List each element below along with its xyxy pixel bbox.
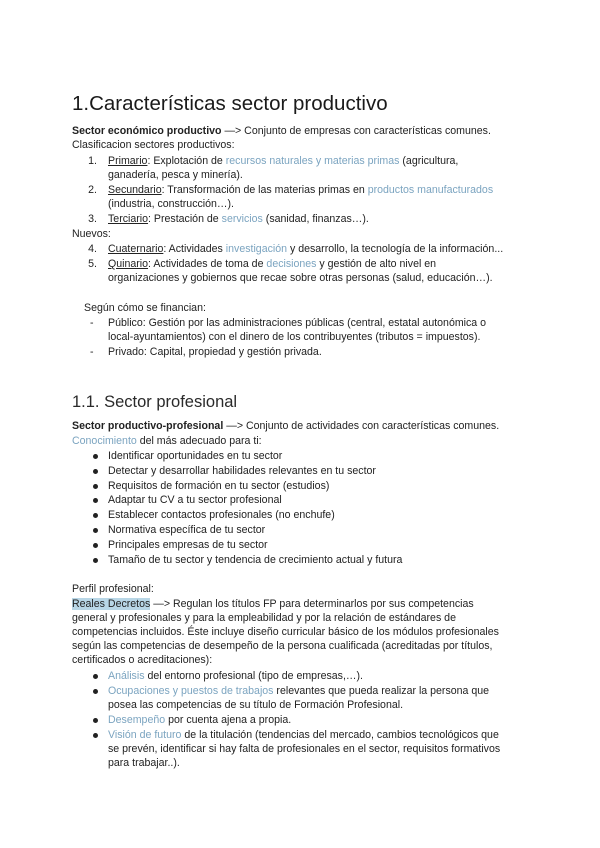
financing-intro: Según cómo se financian:: [84, 302, 206, 314]
list-number: 1.: [88, 155, 97, 167]
sub-bullet-item: Ocupaciones y puestos de trabajos relevantes que pueda realizar la persona que: [108, 685, 490, 697]
list-item: Quinario: Actividades de toma de decisiones y gestión de alto nivel en: [108, 258, 437, 270]
definition-term: Sector económico productivo: [72, 125, 222, 137]
bullet-dot: [93, 454, 98, 459]
bullet-item: Adaptar tu CV a tu sector profesional: [108, 494, 282, 506]
sub-bullet-item: Desempeño por cuenta ajena a propia.: [108, 714, 292, 726]
bullet-item: Normativa específica de tu sector: [108, 524, 266, 536]
list-item-continuation: organizaciones y gobiernos que recae sobre otras personas (salud, educación…).: [108, 272, 493, 284]
sub-bullet-continuation: para trabajar..).: [108, 757, 180, 769]
bullet-dot: [93, 484, 98, 489]
paragraph-line: certificados o acreditaciones):: [72, 654, 213, 666]
list-number: 3.: [88, 213, 97, 225]
list-item: Secundario: Transformación de las materias primas en productos manufacturados: [108, 184, 494, 196]
list-item: Primario: Explotación de recursos naturales y materias primas (agricultura,: [108, 155, 459, 167]
financing-item: Privado: Capital, propiedad y gestión privada.: [108, 346, 322, 358]
financing-item: Público: Gestión por las administraciones públicas (central, estatal autonómica o: [108, 317, 487, 329]
knowledge-line: Conocimiento del más adecuado para ti:: [72, 435, 262, 447]
nuevos-label: Nuevos:: [72, 228, 111, 240]
list-item: Cuaternario: Actividades investigación y desarrollo, la tecnología de la información...: [108, 243, 504, 255]
sub-bullet-continuation: posea las competencias de su título de Formación Profesional.: [108, 699, 404, 711]
list-number: 5.: [88, 258, 97, 270]
paragraph-line: general y profesionales y para la empleabilidad y por la relación de estándares de: [72, 612, 456, 624]
paragraph-line: según las competencias de desempeño de la persona cualificada (acreditadas por títulos,: [72, 640, 493, 652]
bullet-dot: [93, 543, 98, 548]
sub-bullet-continuation: se prevén, identificar si hay falta de profesionales en el sector, requisitos formativos: [108, 743, 501, 755]
list-item-continuation: ganadería, pesca y minería).: [108, 169, 243, 181]
bullet-dot: [93, 718, 98, 723]
bullet-item: Detectar y desarrollar habilidades relevantes en tu sector: [108, 465, 376, 477]
bullet-dot: [93, 513, 98, 518]
list-number: 4.: [88, 243, 97, 255]
subsection-title: 1.1. Sector profesional: [72, 393, 238, 411]
dash-bullet: -: [90, 317, 94, 329]
bullet-item: Tamaño de tu sector y tendencia de crecimiento actual y futura: [108, 554, 403, 566]
bullet-dot: [93, 528, 98, 533]
bullet-item: Establecer contactos profesionales (no enchufe): [108, 509, 335, 521]
list-item: Terciario: Prestación de servicios (sanidad, finanzas…).: [108, 213, 369, 225]
dash-bullet: -: [90, 346, 94, 358]
highlighted-term: Reales Decretos: [72, 598, 151, 610]
bullet-item: Requisitos de formación en tu sector (estudios): [108, 480, 330, 492]
sub-bullet-item: Análisis del entorno profesional (tipo de empresas,…).: [108, 670, 363, 682]
bullet-item: Identificar oportunidades en tu sector: [108, 450, 283, 462]
reales-decretos-line: Reales Decretos —> Regulan los títulos FP para determinarlos por sus competencias: [72, 598, 474, 610]
bullet-dot: [93, 674, 98, 679]
bullet-dot: [93, 498, 98, 503]
financing-item-continuation: local-ayuntamientos) con el dinero de los contribuyentes (tributos = impuestos).: [108, 331, 481, 343]
definition-term: Sector productivo-profesional: [72, 420, 224, 432]
perfil-label: Perfil profesional:: [72, 583, 154, 595]
section-title: 1.Características sector productivo: [72, 92, 388, 115]
sub-bullet-item: Visión de futuro de la titulación (tendencias del mercado, cambios tecnológicos que: [108, 729, 499, 741]
classification-intro: Clasificacion sectores productivos:: [72, 139, 235, 151]
bullet-dot: [93, 689, 98, 694]
list-number: 2.: [88, 184, 97, 196]
paragraph-line: competencias incluidos. Éste incluye diseño curricular básico de los módulos profesionales: [72, 626, 499, 638]
bullet-item: Principales empresas de tu sector: [108, 539, 268, 551]
bullet-dot: [93, 733, 98, 738]
bullet-dot: [93, 558, 98, 563]
list-item-continuation: (industria, construcción…).: [108, 198, 234, 210]
definition-line: Sector económico productivo —> Conjunto de empresas con características comunes.: [72, 125, 491, 137]
definition-line: Sector productivo-profesional —> Conjunto de actividades con características comunes.: [72, 420, 500, 432]
bullet-dot: [93, 469, 98, 474]
